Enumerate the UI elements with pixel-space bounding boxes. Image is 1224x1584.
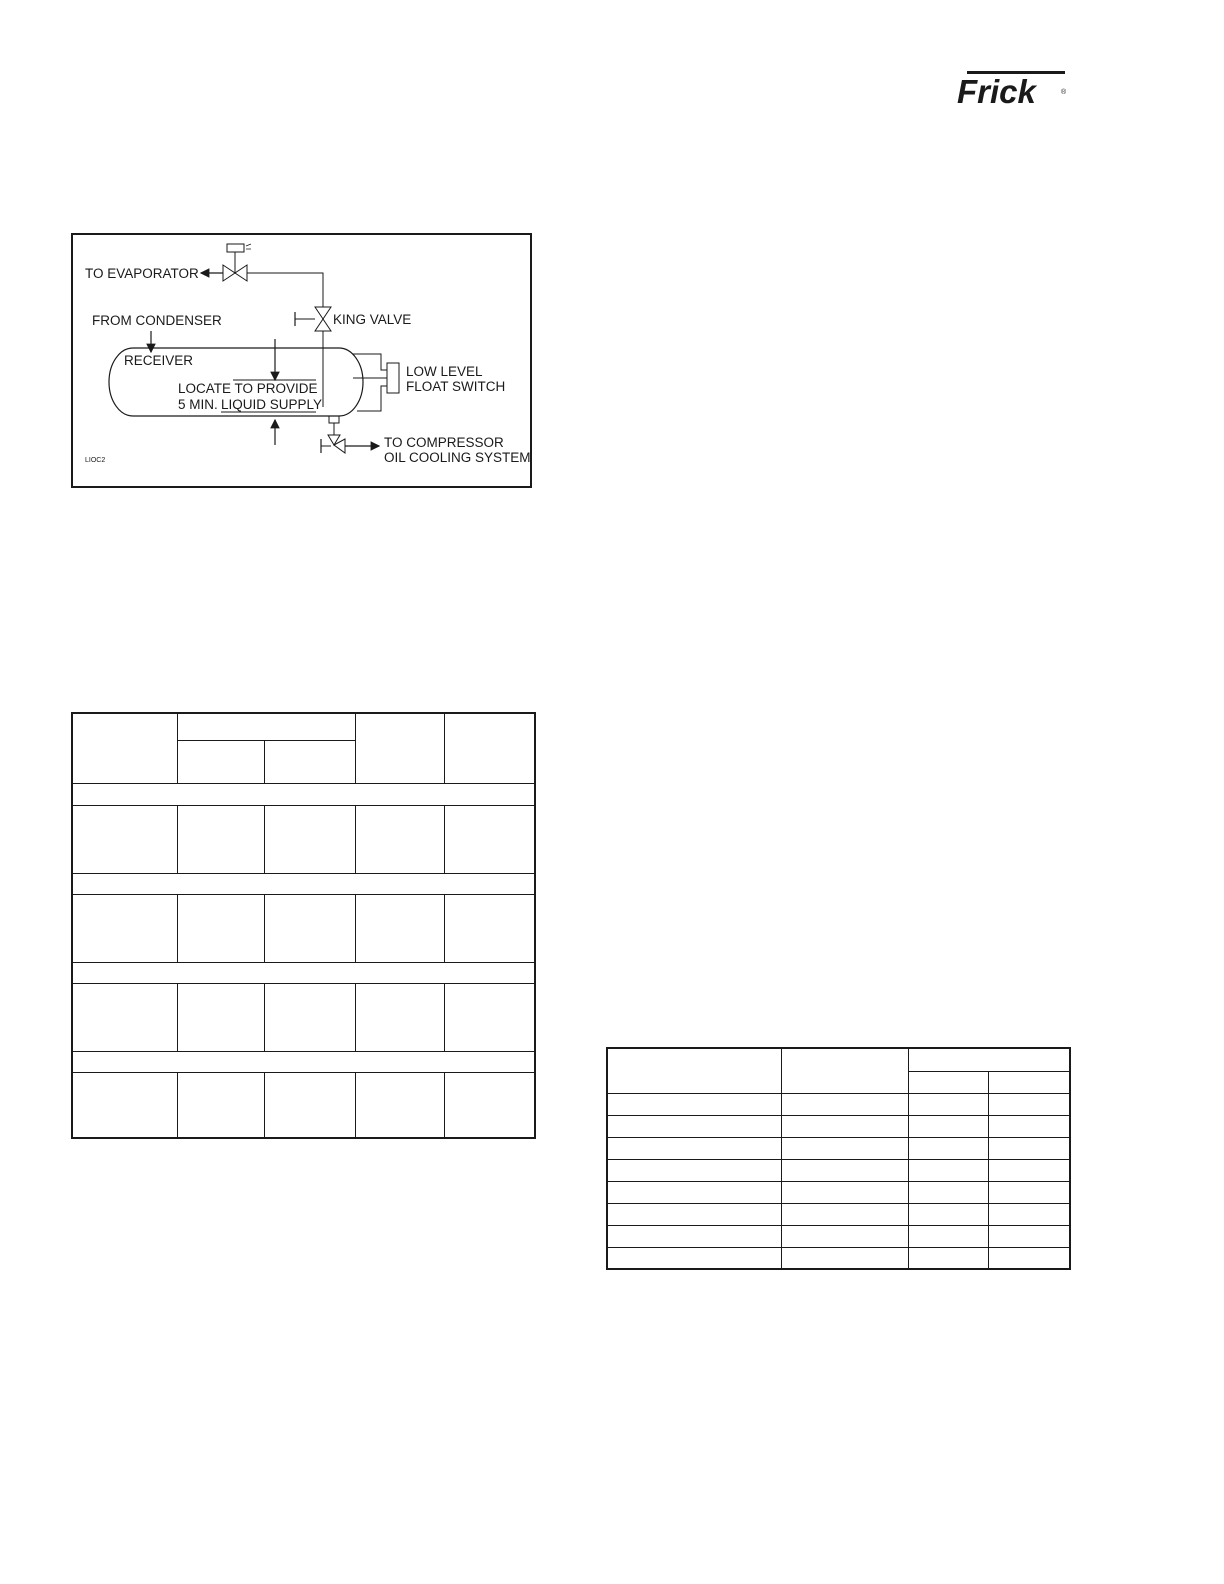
label-float-switch: FLOAT SWITCH	[406, 379, 506, 394]
section-row	[72, 873, 535, 894]
king-valve-icon	[315, 307, 331, 319]
header-cell	[177, 713, 355, 740]
table-row	[607, 1247, 1070, 1269]
table-cell	[264, 1072, 355, 1138]
table-cell	[177, 805, 264, 873]
section-row	[72, 1051, 535, 1072]
table-cell	[355, 894, 444, 962]
table-row	[607, 1225, 1070, 1247]
solenoid-valve-icon	[223, 265, 235, 281]
table-row	[607, 1137, 1070, 1159]
table-row	[607, 1181, 1070, 1203]
solenoid-coil-icon	[227, 244, 244, 252]
header-cell	[781, 1048, 908, 1093]
header-cell	[72, 713, 177, 783]
outlet-valve-icon	[328, 435, 340, 445]
logo-wordmark: Frick	[957, 73, 1036, 106]
label-to-evaporator: TO EVAPORATOR	[85, 266, 199, 281]
label-to-compressor: TO COMPRESSOR	[384, 435, 504, 450]
table-cell	[264, 983, 355, 1051]
label-receiver: RECEIVER	[124, 353, 194, 368]
receiver-piping-diagram	[71, 233, 532, 488]
section-row	[72, 962, 535, 983]
table-cell	[444, 805, 535, 873]
label-from-condenser: FROM CONDENSER	[92, 313, 222, 328]
table-cell	[72, 894, 177, 962]
float-switch-icon	[387, 363, 399, 393]
table-cell	[264, 805, 355, 873]
table-cell	[444, 983, 535, 1051]
left-data-table	[71, 712, 536, 1139]
subheader-cell	[177, 740, 264, 783]
figure-code: LIOC2	[85, 457, 106, 464]
registered-mark: ®	[1061, 89, 1067, 96]
subheader-cell	[988, 1071, 1070, 1093]
label-low-level: LOW LEVEL	[406, 364, 483, 379]
table-cell	[72, 983, 177, 1051]
table-row	[607, 1203, 1070, 1225]
table-row	[607, 1093, 1070, 1115]
table-cell	[72, 805, 177, 873]
table-cell	[355, 983, 444, 1051]
table-cell	[72, 1072, 177, 1138]
header-cell	[908, 1048, 1070, 1071]
table-cell	[444, 1072, 535, 1138]
table-cell	[355, 1072, 444, 1138]
frick-logo	[957, 70, 1069, 106]
label-king-valve: KING VALVE	[333, 312, 412, 327]
table-cell	[177, 1072, 264, 1138]
header-cell	[607, 1048, 781, 1093]
table-cell	[355, 805, 444, 873]
right-data-table	[606, 1047, 1071, 1270]
label-oil-cooling: OIL COOLING SYSTEM	[384, 450, 531, 465]
table-cell	[177, 983, 264, 1051]
label-locate-line1: LOCATE TO PROVIDE	[178, 381, 318, 396]
table-cell	[444, 894, 535, 962]
header-cell	[355, 713, 444, 783]
section-row	[72, 783, 535, 805]
label-locate-line2-a: 5 MIN.	[178, 397, 218, 412]
table-cell	[264, 894, 355, 962]
subheader-cell	[908, 1071, 988, 1093]
subheader-cell	[264, 740, 355, 783]
table-row	[607, 1115, 1070, 1137]
label-locate-line2-b: LIQUID SUPPLY	[221, 397, 323, 412]
header-cell	[444, 713, 535, 783]
table-row	[607, 1159, 1070, 1181]
table-cell	[177, 894, 264, 962]
